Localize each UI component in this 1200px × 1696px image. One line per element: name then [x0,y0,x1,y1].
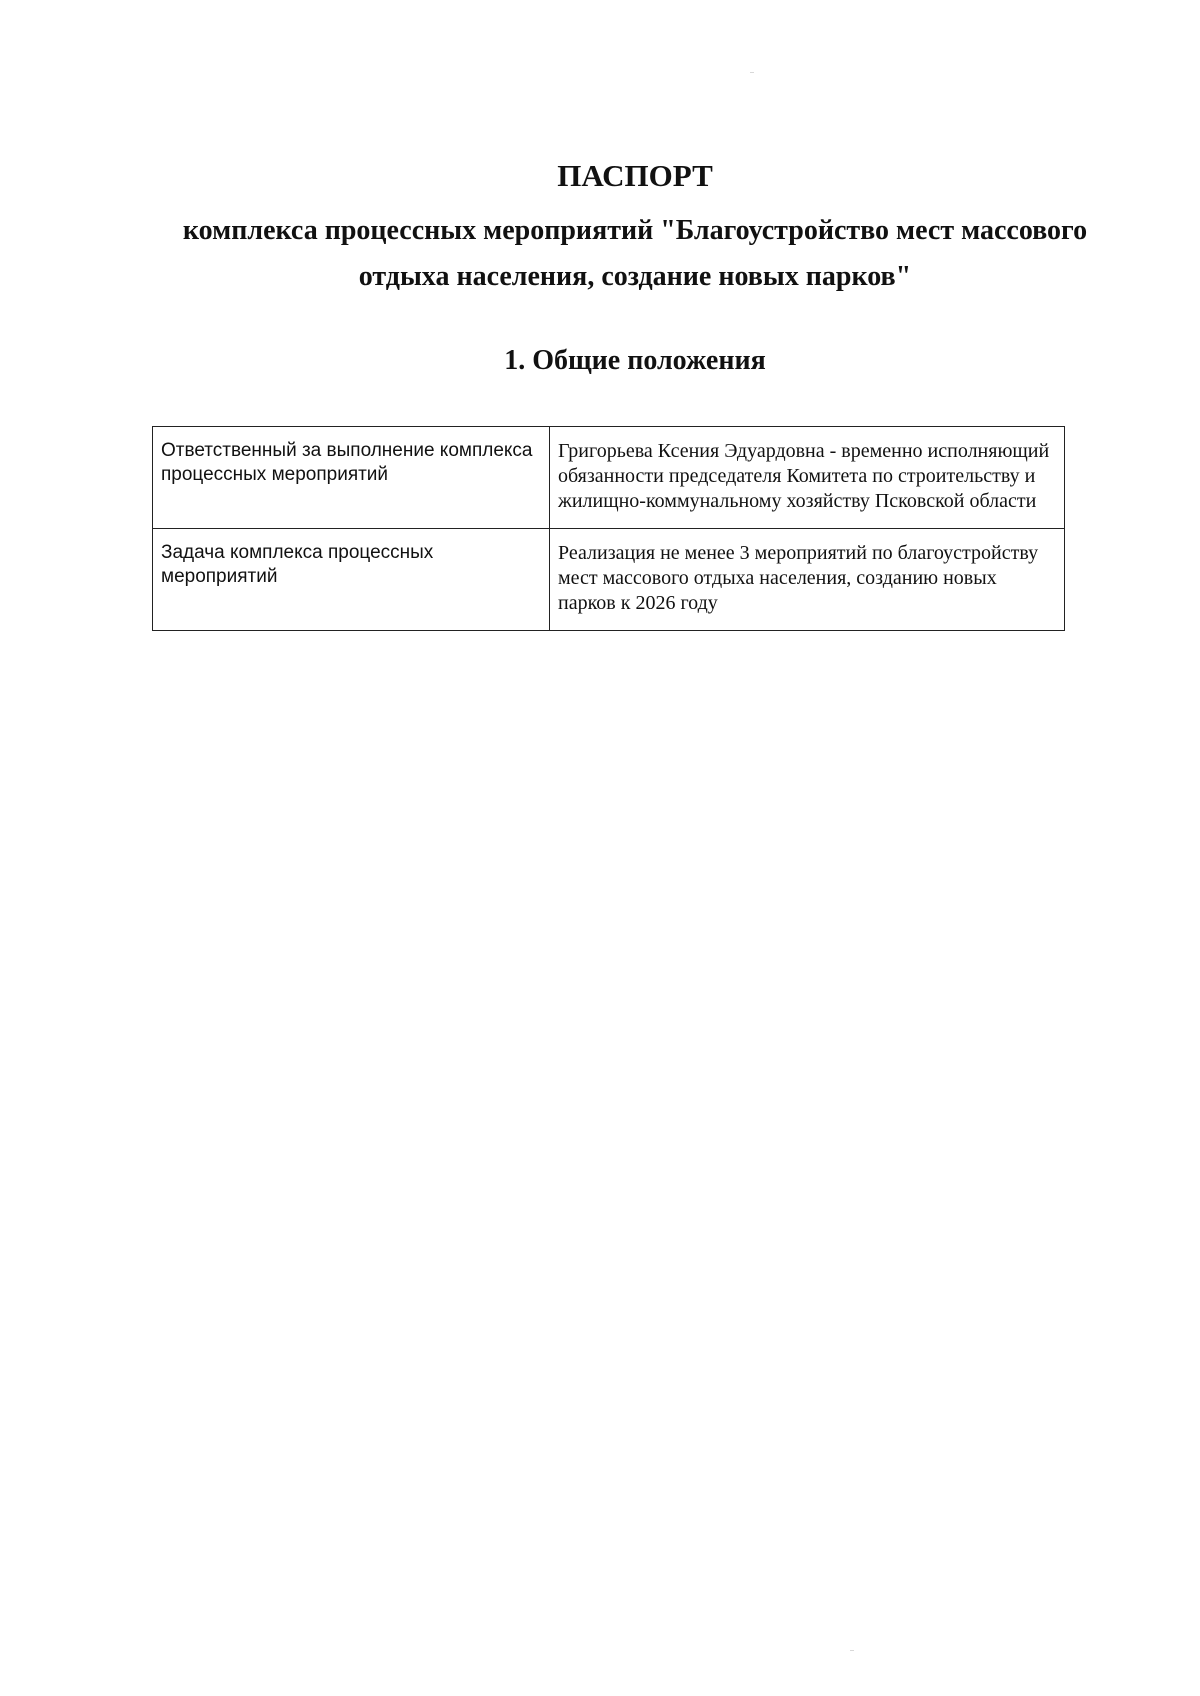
row-label-responsible: Ответственный за выполнение комплекса процессных мероприятий [153,427,550,529]
row-label-task: Задача комплекса процессных мероприятий [153,529,550,631]
scan-speck [850,1650,854,1651]
document-title: ПАСПОРТ [557,158,713,193]
table-row [153,529,1065,631]
row-value-task: Реализация не менее 3 мероприятий по благоустройству мест массового отдыха населения, созданию новых парков к 2026 году [550,529,1065,631]
row-value-responsible: Григорьева Ксения Эдуардовна - временно исполняющий обязанности председателя Комитета по строительству и жилищно-коммунальному хозяйству Псковской области [550,427,1065,529]
section-heading: 1. Общие положения [504,345,766,376]
document-subtitle: комплекса процессных мероприятий "Благоустройство мест массового отдыха населения, создание новых парков" [182,215,1088,292]
general-info-table [152,426,1065,631]
table-row [153,427,1065,529]
scan-speck [750,72,754,73]
